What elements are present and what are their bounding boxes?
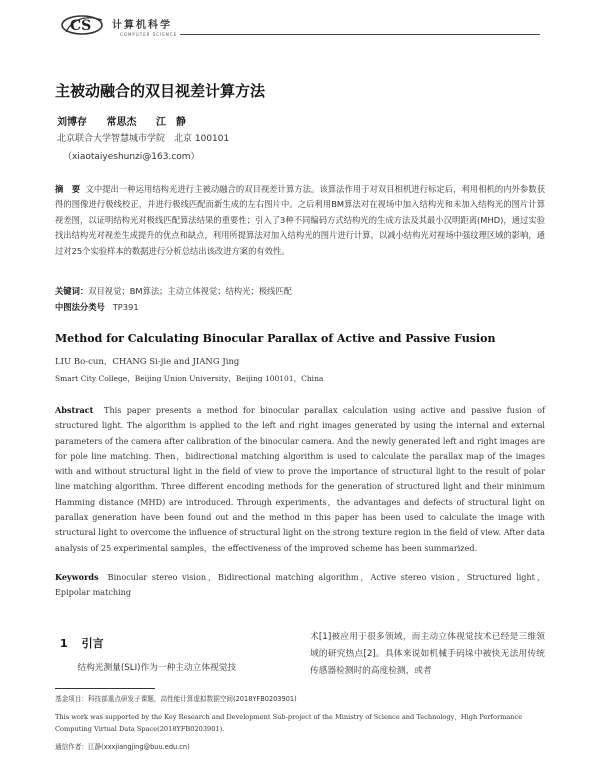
affiliation-en: Smart City College，Beijing Union University，Beijing 100101，China	[55, 374, 324, 383]
authors-en: LIU Bo-cun，CHANG Si-jie and JIANG Jing	[55, 357, 240, 367]
author-name: 刘博存	[57, 117, 87, 128]
footnote-funding-cn: 基金项目：科技部重点研发子课题，高性能计算虚拟数据空间(2018YFB0203901)	[55, 695, 297, 703]
abstract-cn	[55, 182, 545, 259]
footnote-rule	[55, 688, 155, 689]
svg-text:CS: CS	[70, 18, 92, 34]
abstract-en-text: This paper presents a method for binocular parallax calculation using active and passive fusion of structured light. The algorithm is applied to the left and right images generated by using the internal and external parameters of the camera after calibration of the binocular camera. And the newly generated left and right images are for pole line matching. Then，bidirectional matching algorithm is used to calculate the parallax map of the images with and without structural light in the field of view to prove the importance of structural light to the result of polar line matching algorithm. Three different encoding methods for the generation of structured light and their minimum Hamming distance (MHD) are introduced. Through experiments，the advantages and defects of structural light on parallax generation have been found out and the method in this paper has been used to calculate the image with structural light to overcome the influence of structural light on the strong texture region in the field of view. After data analysis of 25 experimental samples，the effectiveness of the improved scheme has been summarized.	[55, 405, 545, 553]
journal-subtitle: COMPUTER SCIENCE	[120, 32, 178, 37]
body-left-column: 结构光测量(SLI)作为一种主动立体视觉技	[77, 663, 237, 673]
title-cn: 主被动融合的双目视差计算方法	[55, 82, 266, 100]
keywords-cn	[55, 285, 292, 297]
title-en: Method for Calculating Binocular Parallax of Active and Passive Fusion	[55, 332, 496, 345]
abstract-cn-label: 摘 要	[55, 184, 81, 194]
clc-value: TP391	[112, 302, 139, 312]
keywords-cn-label: 关键词：	[55, 286, 89, 296]
abstract-en-label: Abstract	[55, 405, 94, 415]
journal-logo	[60, 12, 108, 38]
affiliation-cn: 北京联合大学智慧城市学院 北京 100101	[57, 134, 230, 144]
journal-name: 计算机科学	[112, 20, 172, 31]
abstract-en	[55, 403, 545, 556]
keywords-en-label: Keywords	[55, 572, 99, 582]
clc-label: 中图法分类号	[55, 302, 105, 312]
section-title: 引言	[81, 637, 104, 650]
header-rule	[180, 34, 540, 35]
keywords-en	[55, 570, 545, 601]
email-cn: （xiaotaiyeshunzi@163.com）	[63, 152, 200, 162]
author-name: 常思杰	[106, 117, 137, 128]
author-name: 江 静	[155, 117, 186, 128]
clc-number	[55, 301, 139, 313]
section-number: 1	[60, 637, 68, 650]
keywords-cn-text: 双目视觉；BM算法；主动立体视觉；结构光；极线匹配	[88, 286, 292, 296]
body-right-column: 术[1]被应用于很多领域，而主动立体视觉技术已经是三维领域的研究热点[2]。具体来说如机械手码垛中被快无法用传统传感器检测时的高度检测，或者	[310, 632, 545, 676]
section-heading	[60, 635, 104, 651]
footnote-funding-en: This work was supported by the Key Research and Development Sub-project of the Ministry of Science and Technology，High Performance Computing Virtual Data Space(2018YFB0203901).	[55, 713, 523, 733]
keywords-en-text: Binocular stereo vision，Bidirectional matching algorithm，Active stereo vision，Structured light，Epipolar matching	[55, 572, 545, 598]
abstract-cn-text: 文中提出一种运用结构光进行主被动融合的双目视差计算方法。该算法作用于对双目相机进行标定后，利用相机的内外参数获得的图像进行极线校正，并进行极线匹配而新生成的左右图片中。之后利用BM算法对在视场中加入结构光和未加入结构光的图片计算视差图，以证明结构光对极线匹配算法结果的重要性；引入了3种不同编码方式结构光的生成方法及其最小汉明距离(MHD)，通过实验找出结构光对视差生成提升的优点和缺点，利用所提算法对加入结构光的图片进行计算，以减小结构光对视场中强纹理区域的影响，通过对25个实验样本的数据进行分析总结出该改进方案的有效性。	[55, 184, 545, 256]
authors-cn	[57, 113, 202, 128]
footnote-corresponding: 通信作者：江静(xxxjiangjing@buu.edu.cn)	[55, 743, 190, 751]
